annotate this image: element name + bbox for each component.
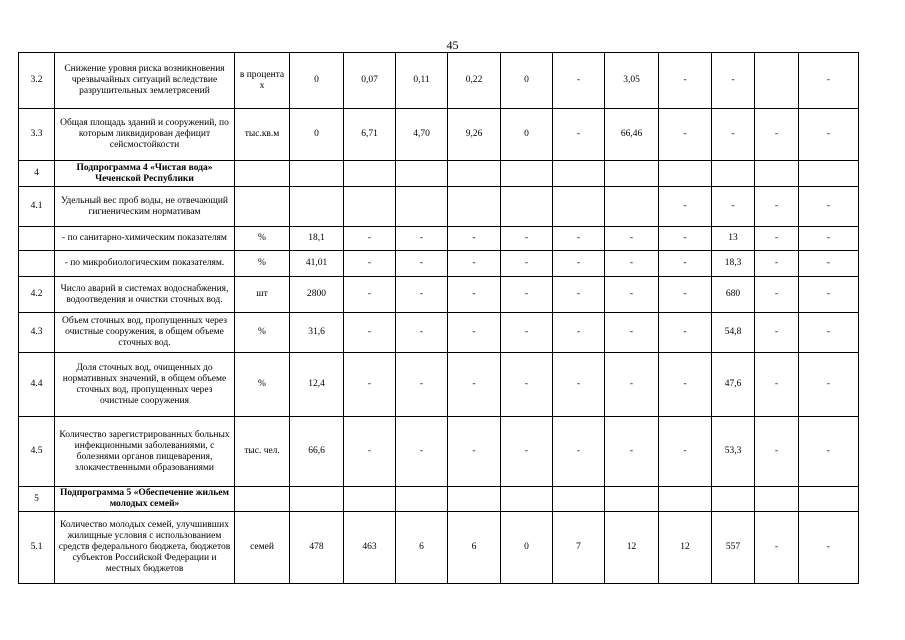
value-cell: - bbox=[553, 277, 605, 313]
value-cell: - bbox=[755, 227, 799, 251]
value-cell bbox=[755, 487, 799, 512]
value-cell: - bbox=[605, 227, 659, 251]
value-cell bbox=[501, 161, 553, 187]
value-cell: - bbox=[755, 353, 799, 417]
value-cell: - bbox=[755, 512, 799, 584]
value-cell: - bbox=[799, 53, 859, 109]
row-number-cell: 5.1 bbox=[19, 512, 55, 584]
value-cell: - bbox=[659, 277, 712, 313]
value-cell: 6 bbox=[396, 512, 448, 584]
value-cell: - bbox=[553, 251, 605, 277]
value-cell: 18,3 bbox=[712, 251, 755, 277]
value-cell: 66,6 bbox=[290, 417, 344, 487]
value-cell bbox=[605, 187, 659, 227]
row-number-cell: 4.5 bbox=[19, 417, 55, 487]
value-cell bbox=[344, 487, 396, 512]
value-cell: - bbox=[799, 512, 859, 584]
value-cell: 0 bbox=[501, 53, 553, 109]
value-cell: - bbox=[659, 417, 712, 487]
row-number-cell: 4.4 bbox=[19, 353, 55, 417]
value-cell: 18,1 bbox=[290, 227, 344, 251]
value-cell: - bbox=[712, 109, 755, 161]
unit-cell: тыс. чел. bbox=[235, 417, 290, 487]
unit-cell: семей bbox=[235, 512, 290, 584]
value-cell: - bbox=[344, 313, 396, 353]
value-cell: 0 bbox=[290, 53, 344, 109]
value-cell: - bbox=[344, 417, 396, 487]
value-cell: - bbox=[755, 277, 799, 313]
unit-cell: % bbox=[235, 313, 290, 353]
row-number-cell: 5 bbox=[19, 487, 55, 512]
value-cell: - bbox=[712, 187, 755, 227]
value-cell bbox=[659, 487, 712, 512]
value-cell: - bbox=[501, 417, 553, 487]
value-cell bbox=[396, 487, 448, 512]
value-cell: - bbox=[659, 313, 712, 353]
value-cell bbox=[755, 53, 799, 109]
value-cell: 54,8 bbox=[712, 313, 755, 353]
value-cell bbox=[448, 187, 501, 227]
value-cell: 2800 bbox=[290, 277, 344, 313]
value-cell: 463 bbox=[344, 512, 396, 584]
value-cell: 53,3 bbox=[712, 417, 755, 487]
indicator-name-cell: Доля сточных вод, очищенных до нормативных значений, в общем объеме сточных вод, пропущенных через очистные сооружения bbox=[55, 353, 235, 417]
table-row bbox=[19, 417, 859, 487]
row-number-cell: 4.1 bbox=[19, 187, 55, 227]
value-cell bbox=[553, 161, 605, 187]
value-cell: 3,05 bbox=[605, 53, 659, 109]
value-cell: 6,71 bbox=[344, 109, 396, 161]
row-number-cell: 4.2 bbox=[19, 277, 55, 313]
value-cell: - bbox=[659, 187, 712, 227]
indicator-name-cell: Количество зарегистрированных больных инфекционными заболеваниями, с болезнями органов пищеварения, злокачественными образованиями bbox=[55, 417, 235, 487]
indicator-name-cell: Число аварий в системах водоснабжения, водоотведения и очистки сточных вод. bbox=[55, 277, 235, 313]
unit-cell: шт bbox=[235, 277, 290, 313]
value-cell: 6 bbox=[448, 512, 501, 584]
value-cell: - bbox=[553, 313, 605, 353]
value-cell: - bbox=[553, 227, 605, 251]
row-number-cell bbox=[19, 227, 55, 251]
value-cell: 478 bbox=[290, 512, 344, 584]
value-cell bbox=[448, 161, 501, 187]
value-cell: - bbox=[659, 353, 712, 417]
value-cell: 4,70 bbox=[396, 109, 448, 161]
unit-cell: в процента х bbox=[235, 53, 290, 109]
table-row bbox=[19, 161, 859, 187]
value-cell: - bbox=[396, 277, 448, 313]
value-cell: - bbox=[755, 417, 799, 487]
value-cell: - bbox=[448, 251, 501, 277]
value-cell: 66,46 bbox=[605, 109, 659, 161]
value-cell: 0 bbox=[501, 512, 553, 584]
value-cell: - bbox=[448, 277, 501, 313]
value-cell bbox=[659, 161, 712, 187]
value-cell bbox=[396, 187, 448, 227]
value-cell bbox=[501, 487, 553, 512]
value-cell bbox=[799, 161, 859, 187]
value-cell: - bbox=[501, 227, 553, 251]
table-row bbox=[19, 53, 859, 109]
value-cell: - bbox=[396, 353, 448, 417]
value-cell: - bbox=[755, 251, 799, 277]
value-cell: - bbox=[501, 353, 553, 417]
value-cell: - bbox=[553, 353, 605, 417]
value-cell: - bbox=[396, 251, 448, 277]
value-cell: - bbox=[605, 313, 659, 353]
value-cell: - bbox=[755, 313, 799, 353]
unit-cell: тыс.кв.м bbox=[235, 109, 290, 161]
value-cell: 9,26 bbox=[448, 109, 501, 161]
row-number-cell: 4 bbox=[19, 161, 55, 187]
value-cell: - bbox=[553, 417, 605, 487]
value-cell: 0 bbox=[290, 109, 344, 161]
table-row bbox=[19, 187, 859, 227]
table-row bbox=[19, 313, 859, 353]
page-number: 45 bbox=[446, 38, 459, 52]
value-cell: 0,22 bbox=[448, 53, 501, 109]
value-cell: - bbox=[448, 227, 501, 251]
table-row bbox=[19, 251, 859, 277]
unit-cell bbox=[235, 161, 290, 187]
value-cell: 0,11 bbox=[396, 53, 448, 109]
indicator-name-cell: Общая площадь зданий и сооружений, по которым ликвидирован дефицит сейсмостойкости bbox=[55, 109, 235, 161]
value-cell bbox=[290, 487, 344, 512]
value-cell: 12 bbox=[659, 512, 712, 584]
value-cell: - bbox=[659, 109, 712, 161]
value-cell: 0,07 bbox=[344, 53, 396, 109]
value-cell: 13 bbox=[712, 227, 755, 251]
table-row bbox=[19, 227, 859, 251]
indicator-name-cell: Снижение уровня риска возникновения чрезвычайных ситуаций вследствие разрушительных землетрясений bbox=[55, 53, 235, 109]
value-cell: - bbox=[755, 187, 799, 227]
value-cell bbox=[290, 161, 344, 187]
value-cell: - bbox=[659, 251, 712, 277]
value-cell bbox=[755, 161, 799, 187]
value-cell: 0 bbox=[501, 109, 553, 161]
value-cell bbox=[290, 187, 344, 227]
value-cell: 7 bbox=[553, 512, 605, 584]
unit-cell: % bbox=[235, 227, 290, 251]
table-row bbox=[19, 109, 859, 161]
table-row bbox=[19, 353, 859, 417]
value-cell: 41,01 bbox=[290, 251, 344, 277]
value-cell: - bbox=[799, 227, 859, 251]
value-cell: - bbox=[799, 313, 859, 353]
value-cell: - bbox=[501, 313, 553, 353]
value-cell: - bbox=[448, 417, 501, 487]
indicator-name-cell: Подпрограмма 4 «Чистая вода» Чеченской Республики bbox=[55, 161, 235, 187]
value-cell: - bbox=[799, 187, 859, 227]
value-cell: - bbox=[605, 417, 659, 487]
value-cell: 47,6 bbox=[712, 353, 755, 417]
value-cell: - bbox=[501, 251, 553, 277]
indicator-name-cell: Подпрограмма 5 «Обеспечение жильем молодых семей» bbox=[55, 487, 235, 512]
value-cell bbox=[501, 187, 553, 227]
value-cell: - bbox=[553, 53, 605, 109]
value-cell bbox=[553, 487, 605, 512]
indicator-name-cell: Удельный вес проб воды, не отвечающий гигиеническим нормативам bbox=[55, 187, 235, 227]
indicator-name-cell: - по микробиологическим показателям. bbox=[55, 251, 235, 277]
value-cell bbox=[712, 161, 755, 187]
value-cell: - bbox=[605, 251, 659, 277]
value-cell bbox=[396, 161, 448, 187]
value-cell: 557 bbox=[712, 512, 755, 584]
value-cell bbox=[712, 487, 755, 512]
row-number-cell bbox=[19, 251, 55, 277]
value-cell: - bbox=[448, 313, 501, 353]
value-cell: - bbox=[799, 417, 859, 487]
value-cell: - bbox=[605, 353, 659, 417]
value-cell: - bbox=[396, 417, 448, 487]
value-cell bbox=[605, 487, 659, 512]
value-cell: - bbox=[396, 227, 448, 251]
value-cell: - bbox=[799, 277, 859, 313]
unit-cell bbox=[235, 487, 290, 512]
value-cell: - bbox=[448, 353, 501, 417]
row-number-cell: 3.2 bbox=[19, 53, 55, 109]
value-cell: - bbox=[553, 109, 605, 161]
value-cell: - bbox=[799, 251, 859, 277]
value-cell: - bbox=[605, 277, 659, 313]
unit-cell: % bbox=[235, 353, 290, 417]
value-cell bbox=[553, 187, 605, 227]
table-body bbox=[19, 53, 859, 584]
value-cell: - bbox=[344, 277, 396, 313]
value-cell: - bbox=[501, 277, 553, 313]
value-cell: - bbox=[799, 109, 859, 161]
indicator-name-cell: Объем сточных вод, пропущенных через очистные сооружения, в общем объеме сточных вод. bbox=[55, 313, 235, 353]
table-row bbox=[19, 277, 859, 313]
value-cell: - bbox=[344, 227, 396, 251]
value-cell: 680 bbox=[712, 277, 755, 313]
value-cell bbox=[448, 487, 501, 512]
value-cell: - bbox=[659, 227, 712, 251]
value-cell: 12,4 bbox=[290, 353, 344, 417]
table-row bbox=[19, 487, 859, 512]
indicator-name-cell: - по санитарно-химическим показателям bbox=[55, 227, 235, 251]
unit-cell: % bbox=[235, 251, 290, 277]
value-cell: - bbox=[396, 313, 448, 353]
value-cell bbox=[799, 487, 859, 512]
value-cell bbox=[605, 161, 659, 187]
value-cell: - bbox=[659, 53, 712, 109]
value-cell: - bbox=[344, 251, 396, 277]
value-cell: - bbox=[344, 353, 396, 417]
row-number-cell: 3.3 bbox=[19, 109, 55, 161]
value-cell: - bbox=[755, 109, 799, 161]
unit-cell bbox=[235, 187, 290, 227]
value-cell: 31,6 bbox=[290, 313, 344, 353]
value-cell: 12 bbox=[605, 512, 659, 584]
value-cell: - bbox=[799, 353, 859, 417]
table-row bbox=[19, 512, 859, 584]
indicator-name-cell: Количество молодых семей, улучшивших жилищные условия с использованием средств федерального бюджета, бюджетов субъектов Российской Федерации и местных бюджетов bbox=[55, 512, 235, 584]
value-cell: - bbox=[712, 53, 755, 109]
value-cell bbox=[344, 161, 396, 187]
value-cell bbox=[344, 187, 396, 227]
row-number-cell: 4.3 bbox=[19, 313, 55, 353]
indicators-table bbox=[18, 52, 859, 584]
